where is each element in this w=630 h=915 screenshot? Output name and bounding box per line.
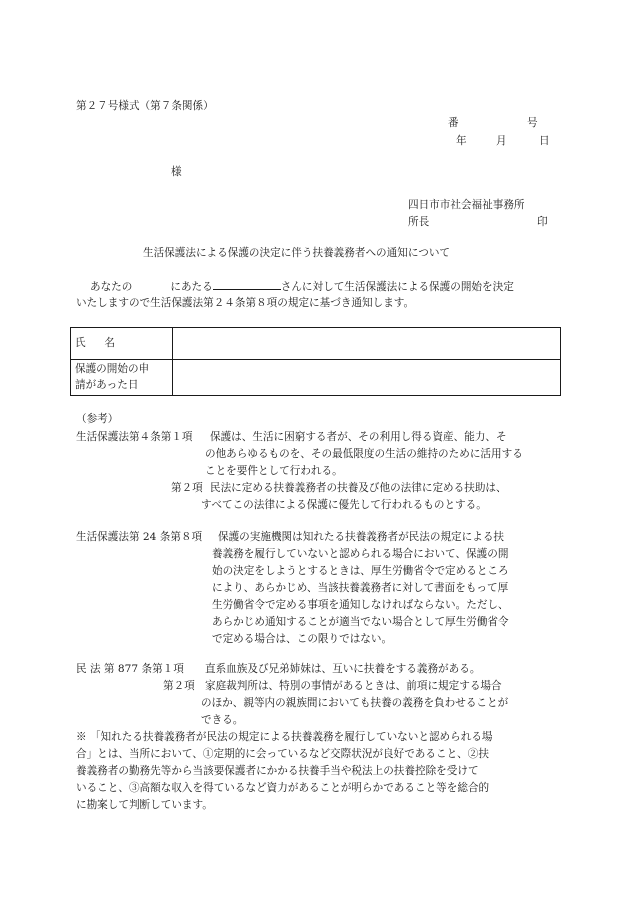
name-value-cell <box>173 328 561 360</box>
date-day: 日 <box>539 135 550 147</box>
number-ban: 番 <box>448 117 459 129</box>
form-number: 第２７号様式（第７条関係） <box>76 100 214 112</box>
application-date-label-cell: 保護の開始の申 請があった日 <box>71 360 173 396</box>
name-label-cell: 氏 名 <box>71 328 173 360</box>
civil-code-p2-title: 第２項 <box>163 680 195 692</box>
seal-mark: 印 <box>537 216 548 228</box>
art24-line-0: 保護の実施機関は知れたる扶養義務者が民法の規定による扶 <box>218 531 505 543</box>
body-line-1-a: あなたの <box>90 281 133 293</box>
art24-title: 生活保護法第 24 条第８項 <box>76 531 203 543</box>
director-title: 所長 <box>408 216 430 228</box>
art24-line-4: 生労働省令で定める事項を通知しなければならない。ただし、 <box>212 599 509 611</box>
art4-line-0: 保護は、生活に困窮する者が、その利用し得る資産、能力、そ <box>210 431 507 443</box>
civil-code-p1: 直系血族及び兄弟姉妹は、互いに扶養をする義務がある。 <box>205 663 481 675</box>
note-line-3: いること、③高額な収入を得ているなど資力があることが明らかであること等を総合的 <box>76 782 490 794</box>
note-line-4: に勘案して判断しています。 <box>76 799 213 811</box>
body-line-1 <box>90 279 514 295</box>
art24-line-6: で定める場合は、この限りではない。 <box>212 633 393 645</box>
body-line-1-b: にあたる <box>170 281 213 293</box>
table-row <box>71 328 561 360</box>
date-month: 月 <box>496 135 507 147</box>
art24-line-5: あらかじめ通知することが適当でない場合として厚生労働省令 <box>212 616 509 628</box>
civil-code-p2-line-2: できる。 <box>201 714 244 726</box>
civil-code-p2-line-0: 家庭裁判所は、特別の事情があるときは、前項に規定する場合 <box>205 680 502 692</box>
art4-p2-title: 第２項 <box>171 482 203 494</box>
art4-title: 生活保護法第４条第１項 <box>76 431 193 443</box>
document-title: 生活保護法による保護の決定に伴う扶養義務者への通知について <box>143 247 451 259</box>
note-line-1: 合」とは、当所において、①定期的に会っているなど交際状況が良好であること、②扶 <box>76 748 489 760</box>
notification-form-table <box>70 327 561 396</box>
civil-code-title: 民 法 第 877 条第１項 <box>76 663 184 675</box>
table-row <box>71 360 561 396</box>
art4-line-1: の他あらゆるものを、その最低限度の生活の維持のために活用する <box>205 448 523 460</box>
number-go: 号 <box>527 117 538 129</box>
application-date-value-cell <box>173 360 561 396</box>
art24-line-2: 始の決定をしようとするときは、厚生労働省令で定めるところ <box>212 565 509 577</box>
note-line-0: ※ 「知れたる扶養義務者が民法の規定による扶養義務を履行していないと認められる場 <box>76 731 493 743</box>
art24-line-3: により、あらかじめ、当該扶養義務者に対して書面をもって厚 <box>212 582 509 594</box>
body-line-2: いたしますので生活保護法第２４条第８項の規定に基づき通知します。 <box>76 297 415 309</box>
civil-code-p2-line-1: のほか、親等内の親族間においても扶養の義務を負わせることが <box>201 697 509 709</box>
date-year: 年 <box>456 135 467 147</box>
relative-name-blank <box>213 279 281 290</box>
reference-heading: （参考） <box>76 413 119 425</box>
body-line-1-c: さんに対して生活保護法による保護の開始を決定 <box>280 281 514 293</box>
art4-p2-line-1: すべてこの法律による保護に優先して行われるものとする。 <box>201 499 487 511</box>
art24-line-1: 養義務を履行していないと認められる場合において、保護の開 <box>212 548 509 560</box>
addressee-sama: 様 <box>171 166 182 178</box>
office-name: 四日市市社会福祉事務所 <box>408 199 525 211</box>
note-line-2: 養義務者の勤務先等から当該要保護者にかかる扶養手当や税法上の扶養控除を受けて <box>76 765 479 777</box>
art4-line-2: ことを要件として行われる。 <box>205 465 343 477</box>
art4-p2-line-0: 民法に定める扶養義務者の扶養及び他の法律に定める扶助は、 <box>210 482 507 494</box>
